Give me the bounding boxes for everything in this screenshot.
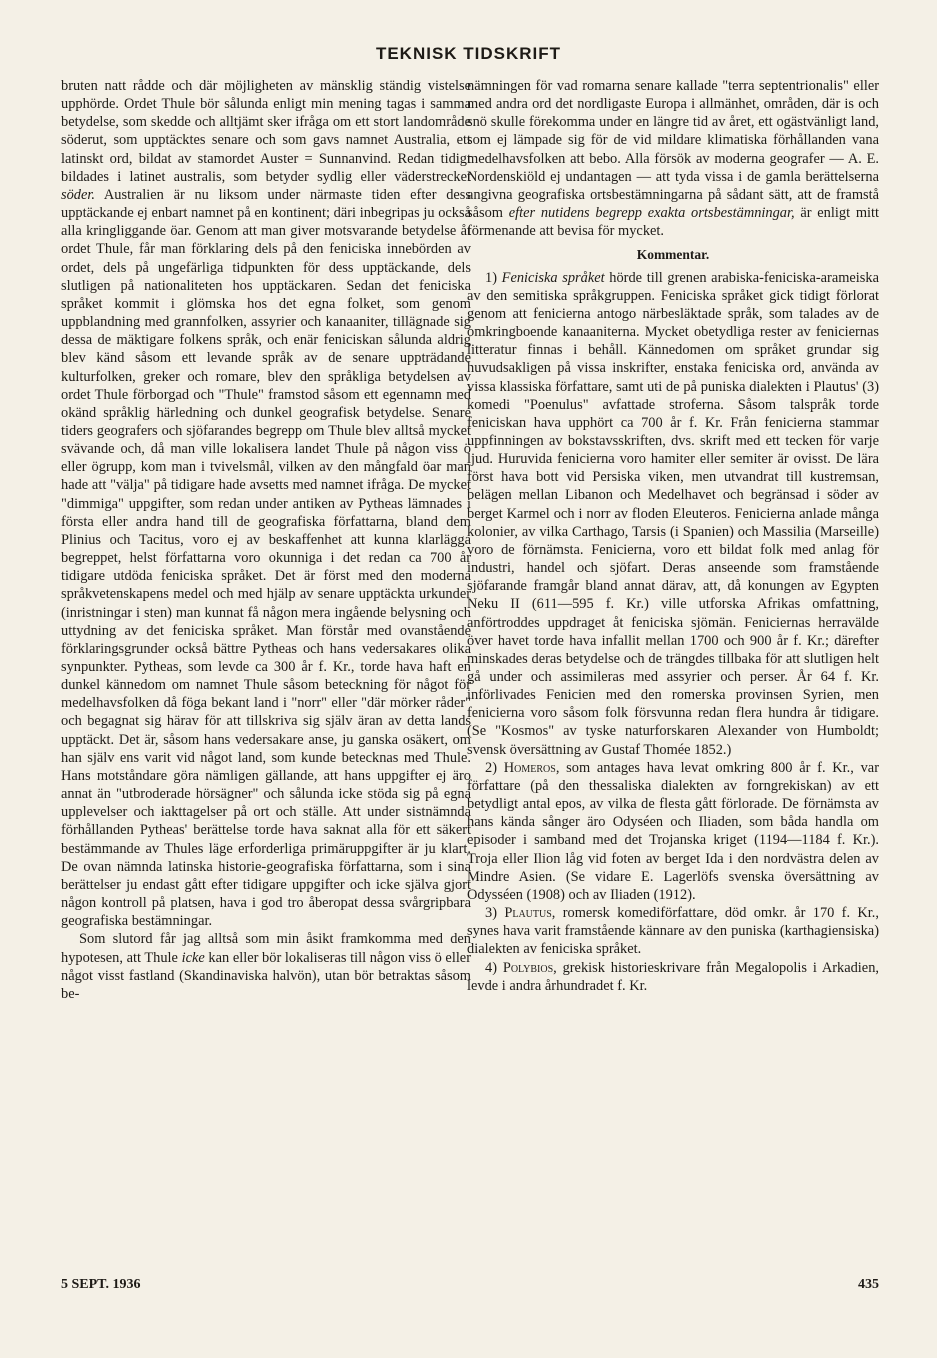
right-column bbox=[467, 77, 879, 995]
issue-date: 5 SEPT. 1936 bbox=[61, 1277, 141, 1292]
footnote-2: 2) Homeros, som antages hava levat omkring 800 år f. Kr., var författare (på den thessaliska dialekten av forngrekiskan) av ett betydligt antal epos, av vilka de flesta gått förlorade. De förnämsta av hans kända sånger äro Odyséen och Iliaden, som båda handla om episoder i samband med det Trojanska kriget (1194—1184 f. Kr.). Troja eller Ilion låg vid foten av berget Ida i den nordvästra delen av Mindre Asien. (Se vidare E. Lagerlöfs svenska översättning av Odysséen (1908) och av Iliaden (1912). bbox=[467, 759, 879, 903]
section-heading: Kommentar. bbox=[636, 247, 710, 263]
paragraph: Som slutord får jag alltså som min åsikt framkomma med den hypotesen, att Thule icke kan eller bör lokaliseras till någon viss ö eller något visst fastland (Skandinaviska halvön), utan bör betraktas såsom be- bbox=[61, 931, 471, 1002]
paragraph: bruten natt rådde och där möjligheten av mänsklig ständig vistelse upphörde. Ordet Thule bör sålunda enligt min mening tagas i samma betydelse, som skedde och alltjämt sker ifråga om ett stort landområde söderut, som upptäcktes senare och som gavs namnet Australia, ett latinskt ord, bildat av stamordet Auster = Sunnanvind. Redan tidigt bildades i latinet australis, som betyder sydlig eller väderstrecket söder. Australien är nu liksom under närmaste tiden efter dess upptäckande ej enbart namnet på en kontinent; däri inbegripas ju också alla kringliggande öar. Genom att man giver motsvarande betydelse åt ordet Thule, får man förklaring dels på den feniciska innebörden av ordet, dels på ungefärliga tidpunkten för dess upptäckande, dels slutligen på nationaliteten hos upptäckaren. Sedan det feniciska språket kommit i glömska hos det egna folket, som genom uppblandning med grannfolken, assyrier och kanaaniter, tillägnade sig dessa de mäktigare folkens språk, och enär feniciskan sålunda aldrig blev känd såsom ett levande språk av de senare uppträdande kulturfolken, greker och romare, blev den språkliga betydelsen av ordet Thule förborgad och "Thule" framstod såsom ett egennamn med okänd språklig härledning och dunkel geografisk betydelse. Senare tiders geografers och sjöfarandes begrepp om Thule blev alltså mycket svävande och, då man ville lokalisera landet Thule på någon viss ö eller ögrupp, kom man i tvivelsmål, vilken av den mångfald öar man hade att "välja" på tidigare hade avsetts med namnet ifråga. De mycket "dimmiga" uppgifter, som redan under antiken av Pytheas lämnades i första eller andra hand till de geografiska författarna, bland dem Plinius och Tacitus, voro ej av beskaffenhet att kunna klarlägga begreppet, helst författarna voro okunniga i det redan ca 700 år tidigare utdöda feniciska språket. Det är först med den moderna språkvetenskapens medel och med hjälp av senare upptäckta urkunder (inristningar i sten) man kunnat få någon mera ingående belysning och uttydning av det feniciska språket. Man förstår med ovanstående förklaringsgrunder också bättre Pytheas och hans vedersakares olika synpunkter. Pytheas, som levde ca 300 år f. Kr., torde hava haft en dunkel kännedom om namnet Thule såsom beteckning för något för medelhavsfolken då föga bekant land i "norr" eller "där mörker råder" och begagnat sig härav för att tillskriva sig själv äran av detta lands upptäckt. Det är, såsom hans vedersakare anse, ju ganska osäkert, om han själv ens varit vid något land, som kunde betecknas med Thule. Hans motståndare göra nämligen gällande, att hans uppgifter ej äro annat än "utbroderade hörsägner" och sålunda icke stöda sig på egna upplevelser och iakttagelser på ort och ställe. Att under sistnämnda förhållanden Pytheas' berättelse torde hava saknat alla för ett säkert bestämmande av Thules läge erforderliga primäruppgifter är ju klart. De ovan nämnda latinska historie-geografiska författarna, som i sina berättelser ju endast gått efter tidigare uppgifter och icke själva gjort någon kontroll på platsen, hava i god tro åberopat dessa svårgripbara geografiska bestämningar. bbox=[61, 78, 471, 930]
journal-masthead: TEKNISK TIDSKRIFT bbox=[375, 44, 562, 63]
footnote-1: 1) Feniciska språket hörde till grenen arabiska-feniciska-arameiska av den semitiska språkgruppen. Feniciska språket gick tidigt förlorat genom att fenicierna antogo närbesläktade språk, som talades av de omkringboende kanaaniterna. Mycket obetydliga rester av feniciernas litteratur finnas i behåll. Kännedomen om språket grundar sig huvudsakligen på vissa inskrifter, enstaka feniciska ord, använda av vissa klassiska författare, samt uti de på puniska dialekten i Plautus' (3) komedi "Poenulus" avfattade stroferna. Såsom talspråk torde feniciskan hava upphört ca 700 år f. Kr. Från fenicierna stammar uppfinningen av bokstavsskriften, dvs. skrift med ett tecken för varje ljud. Huruvida fenicierna voro hamiter eller semiter är ovisst. De lära först hava bott vid Persiska viken, men utvandrat till kustremsan, belägen mellan Libanon och Medelhavet och begränsad i söder av berget Karmel och i norr av floden Eleuteros. Fenicierna anlade många kolonier, av vilka Carthago, Tarsis (i Spanien) och Massilia (Marseille) voro de förnämsta. Fenicierna, voro ett bildat folk med anlag för industri, handel och sjöfart. Deras anseende som framstående sjöfarande framgår bland annat därav, att, då konungen av Egypten Neku II (611—595 f. Kr.) ville utforska Afrikas omfattning, anförtroddes uppdraget åt feniciska sjömän. Feniciernas herravälde över havet torde hava infallit mellan 1700 och 900 år f. Kr.; därefter minskades deras betydelse och de trängdes tillbaka för att slutligen helt gå under och assimileras med assyrier och perser. År 64 f. Kr. införlivades Fenicien med den romerska provinsen Syrien, men fenicierna voro såsom folk försvunna redan flera hundra år tidigare. (Se "Kosmos" av tyske naturforskaren Alexander von Humboldt; svensk översättning av Gustaf Thomée 1852.) bbox=[467, 269, 879, 758]
footnote-3: 3) Plautus, romersk komediförfattare, död omkr. år 170 f. Kr., synes hava varit framstående kännare av den puniska (karthagiensiska) dialekten av feniciska språket. bbox=[467, 905, 879, 958]
left-column bbox=[61, 77, 471, 1003]
footnote-4: 4) Polybios, grekisk historieskrivare från Megalopolis i Arkadien, levde i andra århundradet f. Kr. bbox=[467, 959, 879, 994]
paragraph: nämningen för vad romarna senare kallade "terra septentrionalis" eller med andra ord det nordligaste Europa i allmänhet, områden, där is och snö skulle förekomma under en längre tid av året, ett ogästvänligt land, som ej lämpade sig för de vid mildare klimatiska förhållanden vana medelhavsfolken att bebo. Alla försök av moderna geografer — A. E. Nordenskiöld ej undantagen — att tyda vissa i de gamla berättelserna angivna geografiska ortsbestämningarna på sådant sätt, att de framstå såsom efter nutidens begrepp exakta ortsbestämningar, är enligt mitt förmenande att bevisa för mycket. bbox=[467, 78, 880, 240]
page-number: 435 bbox=[858, 1277, 879, 1292]
